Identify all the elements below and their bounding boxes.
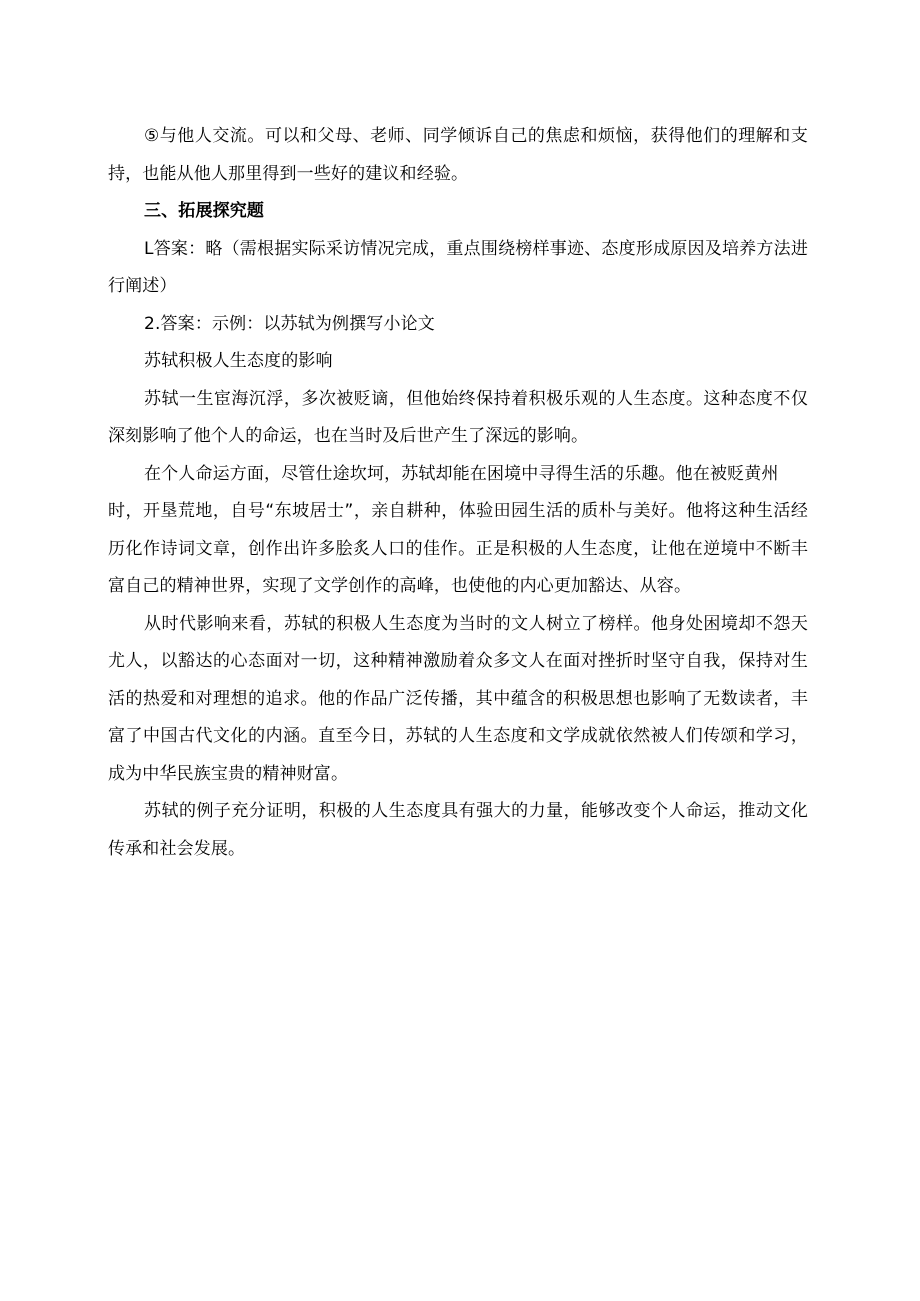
essay-paragraph-personal-line1: 在个人命运方面，尽管仕途坎坷，苏轼却能在困境中寻得生活的乐趣。他在被贬黄州 xyxy=(144,463,779,484)
paragraph-communicate: ⑤与他人交流。可以和父母、老师、同学倾诉自己的焦虑和烦恼，获得他们的理解和支持，也能从他人那里得到一些好的建议和经验。 xyxy=(108,126,808,184)
answer-1: L答案：略（需根据实际采访情况完成，重点围绕榜样事迹、态度形成原因及培养方法进行阐述） xyxy=(108,238,808,296)
essay-paragraph-personal-cont: 时，开垦荒地，自号“东坡居士”，亲自耕种，体验田园生活的质朴与美好。他将这种生活经历化作诗词文章，创作出许多脍炙人口的佳作。正是积极的人生态度，让他在逆境中不断丰富自己的精神世界，实现了文学创作的高峰，也使他的内心更加豁达、从容。 xyxy=(108,501,808,596)
essay-paragraph-conclusion: 苏轼的例子充分证明，积极的人生态度具有强大的力量，能够改变个人命运，推动文化传承和社会发展。 xyxy=(108,801,808,859)
essay-paragraph-era: 从时代影响来看，苏轼的积极人生态度为当时的文人树立了榜样。他身处困境却不怨天尤人，以豁达的心态面对一切，这种精神激励着众多文人在面对挫折时坚守自我，保持对生活的热爱和对理想的追求。他的作品广泛传播，其中蕴含的积极思想也影响了无数读者，丰富了中国古代文化的内涵。直至今日，苏轼的人生态度和文学成就依然被人们传颂和学习，成为中华民族宝贵的精神财富。 xyxy=(108,613,808,784)
document-body xyxy=(108,118,808,868)
essay-title: 苏轼积极人生态度的影响 xyxy=(144,351,333,371)
section-heading-extension: 三、拓展探究题 xyxy=(144,201,265,221)
answer-2: 2.答案：示例：以苏轼为例撰写小论文 xyxy=(144,313,435,334)
essay-paragraph-intro: 苏轼一生宦海沉浮，多次被贬谪，但他始终保持着积极乐观的人生态度。这种态度不仅深刻影响了他个人的命运，也在当时及后世产生了深远的影响。 xyxy=(108,388,808,446)
